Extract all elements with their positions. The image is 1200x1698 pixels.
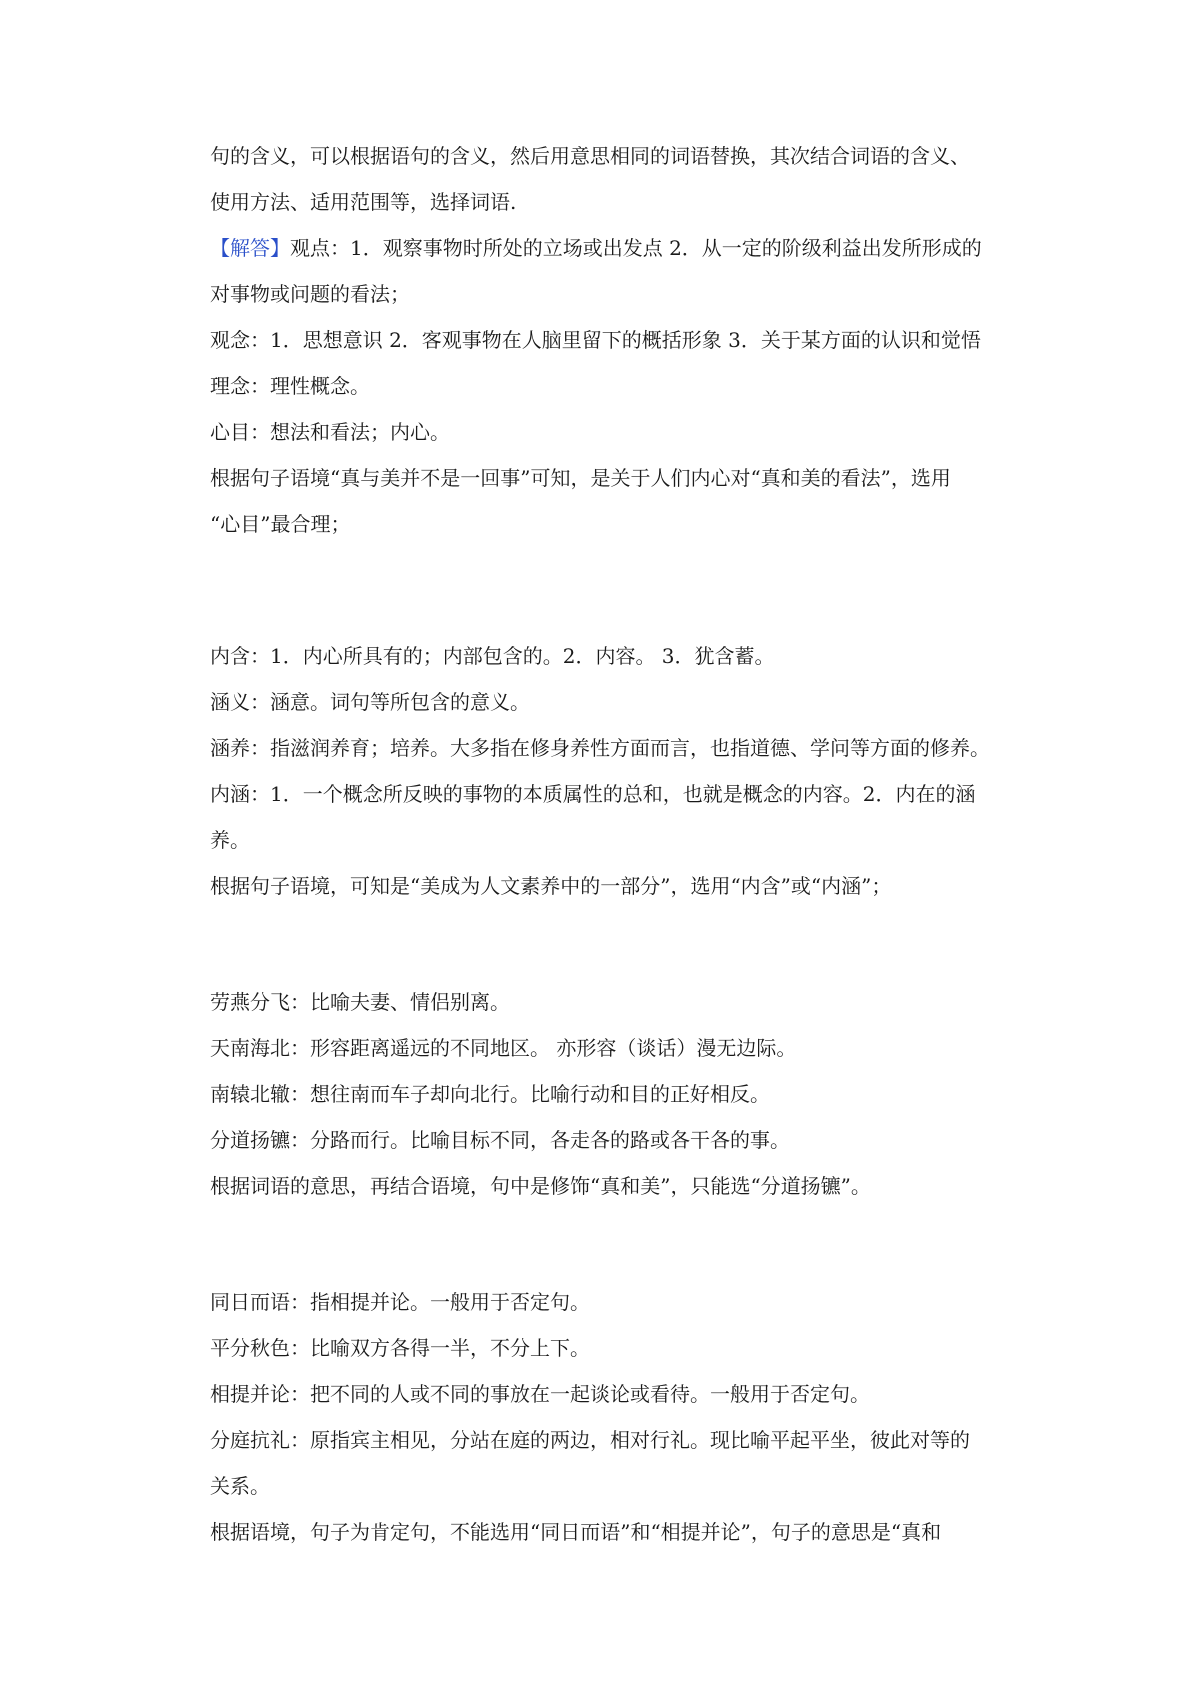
text-line: 心目：想法和看法；内心。 xyxy=(210,420,450,444)
text-line: 关系。 xyxy=(210,1474,270,1498)
text-line: 内涵：1．一个概念所反映的事物的本质属性的总和，也就是概念的内容。2．内在的涵 xyxy=(210,782,976,806)
text-line: “心目”最合理； xyxy=(210,512,351,536)
text-line: 相提并论：把不同的人或不同的事放在一起谈论或看待。一般用于否定句。 xyxy=(210,1382,870,1406)
text-line: 平分秋色：比喻双方各得一半，不分上下。 xyxy=(210,1336,590,1360)
text-line: 劳燕分飞：比喻夫妻、情侣别离。 xyxy=(210,990,510,1014)
text-line: 句的含义，可以根据语句的含义，然后用意思相同的词语替换，其次结合词语的含义、 xyxy=(210,144,970,168)
text-line: 涵义：涵意。词句等所包含的意义。 xyxy=(210,690,530,714)
text-line: 内含：1．内心所具有的；内部包含的。2．内容。 3．犹含蓄。 xyxy=(210,644,775,668)
answer-line xyxy=(210,234,1030,262)
text-line: 天南海北：形容距离遥远的不同地区。 亦形容（谈话）漫无边际。 xyxy=(210,1036,797,1060)
text-line: 涵养：指滋润养育；培养。大多指在修身养性方面而言，也指道德、学问等方面的修养。 xyxy=(210,736,990,760)
text-line: 分道扬镳：分路而行。比喻目标不同，各走各的路或各干各的事。 xyxy=(210,1128,790,1152)
text-line: 使用方法、适用范围等，选择词语. xyxy=(210,190,517,214)
text-line: 根据句子语境“真与美并不是一回事”可知，是关于人们内心对“真和美的看法”，选用 xyxy=(210,466,951,490)
text-line: 根据词语的意思，再结合语境，句中是修饰“真和美”，只能选“分道扬镳”。 xyxy=(210,1174,871,1198)
text-line: 南辕北辙：想往南而车子却向北行。比喻行动和目的正好相反。 xyxy=(210,1082,770,1106)
text-line: 理念：理性概念。 xyxy=(210,374,370,398)
text-line: 养。 xyxy=(210,828,250,852)
text-line: 同日而语：指相提并论。一般用于否定句。 xyxy=(210,1290,590,1314)
text-line: 观念：1．思想意识 2．客观事物在人脑里留下的概括形象 3．关于某方面的认识和觉悟 xyxy=(210,328,981,352)
text-line: 对事物或问题的看法； xyxy=(210,282,410,306)
text-line: 根据语境，句子为肯定句，不能选用“同日而语”和“相提并论”，句子的意思是“真和 xyxy=(210,1520,942,1544)
answer-label: 【解答】 xyxy=(210,236,290,260)
text-line: 根据句子语境，可知是“美成为人文素养中的一部分”，选用“内含”或“内涵”； xyxy=(210,874,892,898)
text-line: 分庭抗礼：原指宾主相见，分站在庭的两边，相对行礼。现比喻平起平坐，彼此对等的 xyxy=(210,1428,970,1452)
answer-text: 观点：1．观察事物时所处的立场或出发点 2．从一定的阶级利益出发所形成的 xyxy=(290,236,982,260)
